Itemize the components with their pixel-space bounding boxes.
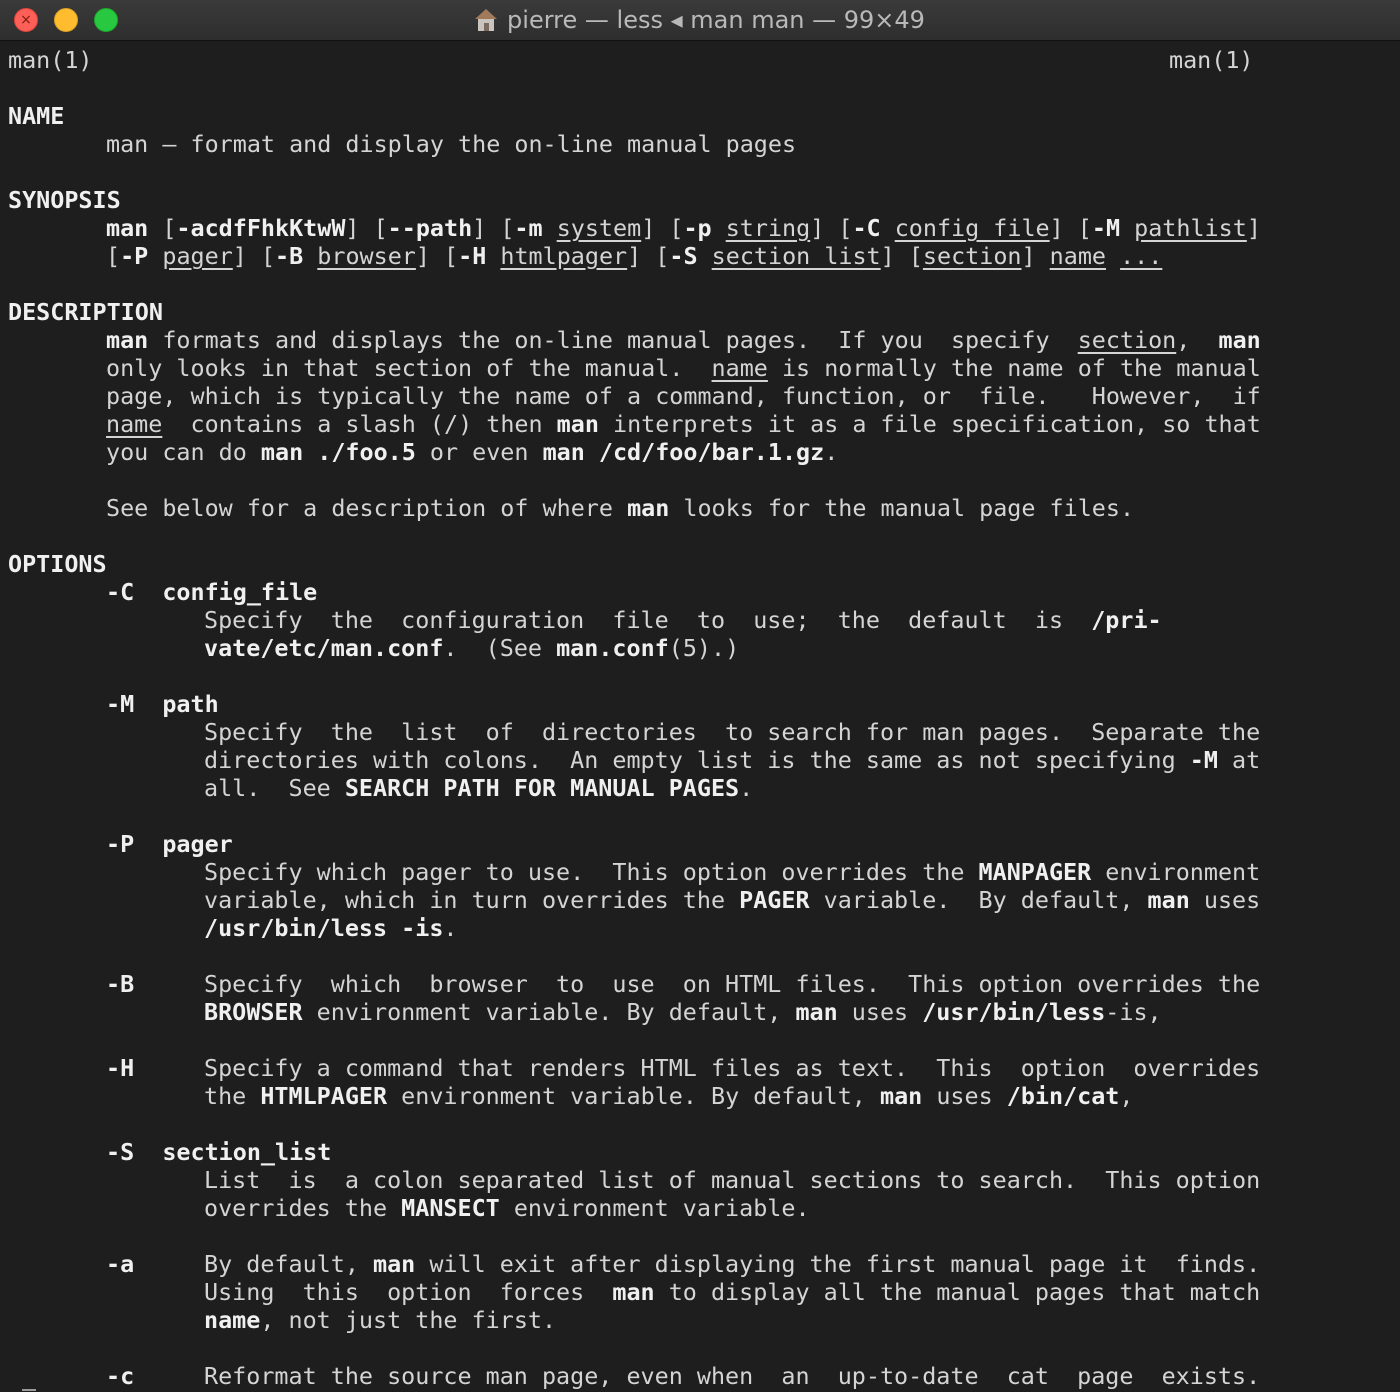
text: environment variable. By default, bbox=[387, 1082, 880, 1110]
man-line bbox=[8, 102, 64, 130]
text bbox=[303, 242, 317, 270]
text: variable, which in turn overrides the bbox=[204, 886, 740, 914]
bold-text: NAME bbox=[8, 102, 65, 130]
text: [ bbox=[148, 214, 177, 242]
bold-text: DESCRIPTION bbox=[8, 298, 163, 326]
text: looks for the manual page files. bbox=[669, 494, 1135, 522]
man-line bbox=[106, 1138, 331, 1166]
bold-text: -p bbox=[683, 214, 712, 242]
text: Using this option forces bbox=[204, 1278, 613, 1306]
text bbox=[712, 214, 726, 242]
man-line bbox=[8, 298, 163, 326]
window-titlebar[interactable] bbox=[0, 0, 1400, 41]
text: ] [ bbox=[627, 242, 670, 270]
text: man(1) bbox=[1169, 46, 1254, 74]
bold-text: /usr/bin/less -is bbox=[204, 914, 444, 942]
window-title: pierre — less ◂ man man — 99×49 bbox=[507, 6, 925, 34]
text bbox=[134, 690, 162, 718]
text bbox=[134, 830, 162, 858]
underlined-text: section bbox=[1077, 326, 1177, 354]
bold-text: man /cd/foo/bar.1.gz bbox=[542, 438, 825, 466]
bold-text: --path bbox=[387, 214, 473, 242]
underlined-text: name bbox=[711, 354, 768, 382]
text: formats and displays the on-line manual pages. If you specify bbox=[148, 326, 1078, 354]
text bbox=[486, 242, 500, 270]
text: you can do bbox=[106, 438, 261, 466]
text: uses bbox=[837, 998, 923, 1026]
text: ] bbox=[1021, 242, 1050, 270]
underlined-text: htmlpager bbox=[500, 242, 628, 270]
terminal-content[interactable] bbox=[0, 41, 1400, 1392]
man-line bbox=[1169, 46, 1254, 74]
window-title-area bbox=[0, 0, 1400, 40]
man-line bbox=[106, 578, 317, 606]
text: uses bbox=[922, 1082, 1007, 1110]
underlined-text: ... bbox=[1120, 242, 1163, 270]
text bbox=[1120, 214, 1134, 242]
man-line bbox=[106, 382, 1261, 410]
bold-text: /pri- bbox=[1091, 606, 1162, 634]
text: overrides the bbox=[204, 1194, 402, 1222]
text: Specify the list of directories to search for man pages. Separate the bbox=[204, 718, 1261, 746]
bold-text: -P bbox=[120, 242, 149, 270]
text: By default, bbox=[204, 1250, 373, 1278]
text: ] [ bbox=[232, 242, 276, 270]
close-icon: × bbox=[20, 12, 32, 28]
text bbox=[543, 214, 557, 242]
bold-text: -B bbox=[106, 970, 135, 998]
text: Specify which browser to use on HTML files. This option overrides the bbox=[204, 970, 1261, 998]
text: the bbox=[204, 1082, 261, 1110]
bold-text: PAGER bbox=[739, 886, 810, 914]
underlined-text: name bbox=[1049, 242, 1106, 270]
man-line bbox=[204, 634, 739, 662]
man-line bbox=[8, 550, 107, 578]
bold-text: MANSECT bbox=[401, 1194, 500, 1222]
man-line bbox=[106, 830, 233, 858]
underlined-text: browser bbox=[317, 242, 416, 270]
bold-text: -acdfFhkKtwW bbox=[176, 214, 346, 242]
man-line bbox=[106, 326, 1261, 354]
text: contains a slash (/) then bbox=[162, 410, 557, 438]
man-line bbox=[204, 1166, 1260, 1194]
man-line bbox=[106, 130, 796, 158]
text: -is, bbox=[1105, 998, 1162, 1026]
text: at bbox=[1217, 746, 1261, 774]
man-line bbox=[106, 354, 1261, 382]
text: only looks in that section of the manual. bbox=[106, 354, 712, 382]
man-line bbox=[106, 1362, 134, 1390]
text: , bbox=[1119, 1082, 1134, 1110]
man-line bbox=[204, 774, 753, 802]
text: man(1) bbox=[8, 46, 93, 74]
bold-text: OPTIONS bbox=[8, 550, 107, 578]
text: ] [ bbox=[1049, 214, 1092, 242]
text: ] [ bbox=[472, 214, 515, 242]
text: to display all the manual pages that match bbox=[654, 1278, 1261, 1306]
man-line bbox=[8, 46, 93, 74]
man-line bbox=[204, 1362, 1260, 1390]
bold-text: SYNOPSIS bbox=[8, 186, 121, 214]
man-line bbox=[204, 1306, 556, 1334]
text: . bbox=[824, 438, 839, 466]
bold-text: -M bbox=[1091, 214, 1121, 242]
bold-text: /usr/bin/less bbox=[922, 998, 1106, 1026]
bold-text: -a bbox=[106, 1250, 135, 1278]
bold-text: SEARCH PATH FOR MANUAL PAGES bbox=[344, 774, 740, 802]
man-line bbox=[8, 186, 121, 214]
text: interprets it as a file specification, so that bbox=[598, 410, 1261, 438]
text: page, which is typically the name of a command, function, or file. However, if bbox=[106, 382, 1261, 410]
text: ] [ bbox=[415, 242, 459, 270]
man-line bbox=[106, 1250, 134, 1278]
bold-text: -M bbox=[1189, 746, 1218, 774]
text: ] bbox=[1246, 214, 1261, 242]
bold-text: man bbox=[612, 1278, 655, 1306]
text: will exit after displaying the first manual page it finds. bbox=[415, 1250, 1261, 1278]
bold-text: config_file bbox=[162, 578, 318, 606]
text: ] [ bbox=[641, 214, 684, 242]
text bbox=[881, 214, 895, 242]
text: is normally the name of the manual bbox=[767, 354, 1261, 382]
underlined-text: string bbox=[725, 214, 811, 242]
man-line bbox=[106, 690, 219, 718]
text: ] [ bbox=[880, 242, 923, 270]
man-line bbox=[106, 410, 1261, 438]
bold-text: MANPAGER bbox=[978, 858, 1092, 886]
bold-text: man.conf bbox=[556, 634, 669, 662]
text: directories with colons. An empty list is the same as not specifying bbox=[204, 746, 1190, 774]
text: Specify a command that renders HTML files as text. This option overrides bbox=[204, 1054, 1261, 1082]
text: man – format and display the on-line manual pages bbox=[106, 130, 797, 158]
text: Specify which pager to use. This option overrides the bbox=[204, 858, 979, 886]
text: variable. By default, bbox=[809, 886, 1148, 914]
text: environment variable. By default, bbox=[302, 998, 796, 1026]
bold-text: -H bbox=[106, 1054, 135, 1082]
underlined-text: section_list bbox=[711, 242, 881, 270]
bold-text: man bbox=[556, 410, 599, 438]
underlined-text: pathlist bbox=[1134, 214, 1247, 242]
bold-text: pager bbox=[162, 830, 233, 858]
text: , not just the first. bbox=[260, 1306, 557, 1334]
man-line bbox=[204, 606, 1162, 634]
bold-text: -C bbox=[106, 578, 135, 606]
text: ] [ bbox=[345, 214, 388, 242]
man-line bbox=[106, 1054, 134, 1082]
bold-text: /bin/cat bbox=[1006, 1082, 1120, 1110]
text: all. See bbox=[204, 774, 345, 802]
man-line bbox=[204, 970, 1260, 998]
text: uses bbox=[1189, 886, 1261, 914]
bold-text: section_list bbox=[162, 1138, 332, 1166]
bold-text: HTMLPAGER bbox=[260, 1082, 388, 1110]
text: , bbox=[1176, 326, 1219, 354]
text bbox=[148, 242, 162, 270]
bold-text: -P bbox=[106, 830, 135, 858]
text: See below for a description of where bbox=[106, 494, 628, 522]
man-line bbox=[106, 970, 134, 998]
bold-text: man bbox=[106, 326, 149, 354]
bold-text: -S bbox=[669, 242, 698, 270]
text: List is a colon separated list of manual sections to search. This option bbox=[204, 1166, 1261, 1194]
bold-text: -c bbox=[106, 1362, 135, 1390]
bold-text: man bbox=[373, 1250, 416, 1278]
underlined-text: section bbox=[922, 242, 1022, 270]
text: environment variable. bbox=[499, 1194, 810, 1222]
text: [ bbox=[106, 242, 121, 270]
text bbox=[1106, 242, 1120, 270]
bold-text: man bbox=[795, 998, 838, 1026]
text: . bbox=[739, 774, 754, 802]
underlined-text: pager bbox=[162, 242, 233, 270]
home-icon bbox=[475, 9, 497, 31]
man-line bbox=[204, 1278, 1260, 1306]
man-line bbox=[204, 1054, 1260, 1082]
text bbox=[134, 1138, 162, 1166]
text: environment bbox=[1091, 858, 1261, 886]
bold-text: -S bbox=[106, 1138, 135, 1166]
man-line bbox=[204, 1082, 1134, 1110]
underlined-text: name bbox=[106, 410, 163, 438]
text: or even bbox=[415, 438, 543, 466]
bold-text: man bbox=[879, 1082, 923, 1110]
text: . bbox=[443, 914, 458, 942]
bold-text: -C bbox=[852, 214, 881, 242]
text: Reformat the source man page, even when an up-to-date cat page exists. bbox=[204, 1362, 1261, 1390]
bold-text: -H bbox=[458, 242, 487, 270]
bold-text: path bbox=[162, 690, 219, 718]
man-line bbox=[204, 914, 458, 942]
man-line bbox=[106, 214, 1261, 242]
text bbox=[134, 578, 162, 606]
text: (5).) bbox=[668, 634, 740, 662]
man-line bbox=[106, 438, 838, 466]
man-line bbox=[204, 1194, 810, 1222]
text bbox=[698, 242, 712, 270]
text: ] [ bbox=[810, 214, 853, 242]
text: Specify the configuration file to use; the default is bbox=[204, 606, 1092, 634]
man-line bbox=[204, 718, 1260, 746]
bold-text: -m bbox=[514, 214, 543, 242]
man-line bbox=[204, 1250, 1260, 1278]
man-line bbox=[204, 886, 1260, 914]
man-line bbox=[204, 858, 1260, 886]
man-line bbox=[106, 242, 1162, 270]
cursor bbox=[22, 1389, 36, 1391]
bold-text: man bbox=[627, 494, 670, 522]
underlined-text: config_file bbox=[894, 214, 1050, 242]
bold-text: -B bbox=[275, 242, 304, 270]
bold-text: BROWSER bbox=[204, 998, 303, 1026]
bold-text: man bbox=[1218, 326, 1261, 354]
bold-text: man bbox=[106, 214, 149, 242]
text: . (See bbox=[443, 634, 557, 662]
man-line bbox=[106, 494, 1134, 522]
bold-text: vate/etc/man.conf bbox=[204, 634, 444, 662]
underlined-text: system bbox=[556, 214, 642, 242]
man-line bbox=[204, 746, 1260, 774]
bold-text: man bbox=[1147, 886, 1190, 914]
bold-text: name bbox=[204, 1306, 261, 1334]
bold-text: man ./foo.5 bbox=[260, 438, 416, 466]
bold-text: -M bbox=[106, 690, 135, 718]
man-line bbox=[204, 998, 1162, 1026]
